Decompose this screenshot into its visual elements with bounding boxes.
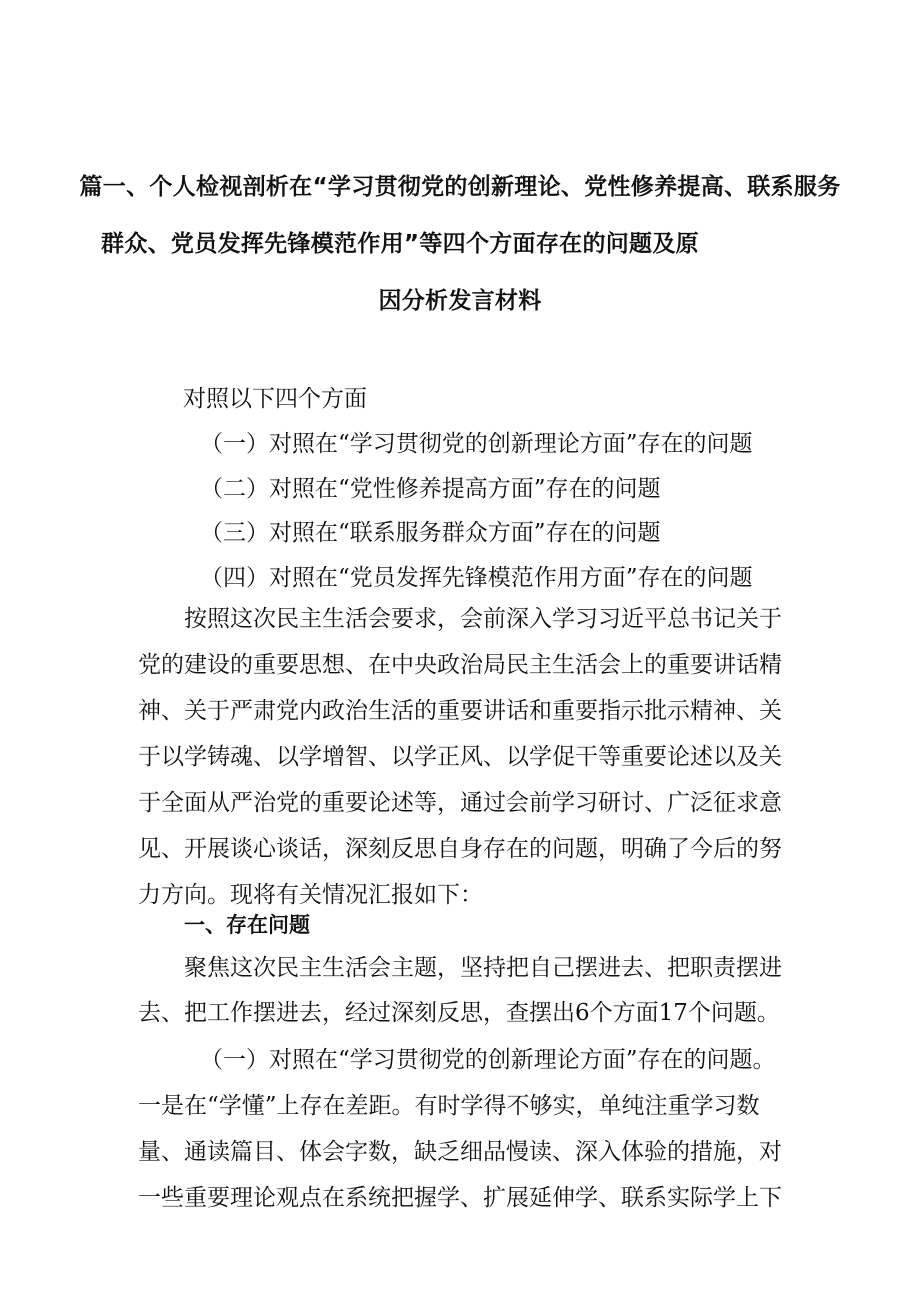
document-title-line-1: 篇一、个人检视剖析在“学习贯彻党的创新理论、党性修养提高、联系服务: [79, 174, 841, 200]
paragraph-1-line: 按照这次民主生活会要求，会前深入学习习近平总书记关于: [184, 606, 782, 632]
aspect-item-1: （一）对照在“学习贯彻党的创新理论方面”存在的问题: [200, 431, 753, 457]
paragraph-1-line: 于全面从严治党的重要论述等，通过会前学习研讨、广泛征求意: [138, 790, 782, 816]
paragraph-1-line: 神、关于严肃党内政治生活的重要讲话和重要指示批示精神、关: [138, 698, 782, 724]
paragraph-2-line: 聚焦这次民主生活会主题，坚持把自己摆进去、把职责摆进: [184, 955, 782, 981]
paragraph-3-line: 量、通读篇目、体会字数，缺乏细品慢读、深入体验的措施，对: [138, 1139, 782, 1165]
document-title-line-3: 因分析发言材料: [378, 288, 542, 314]
section-heading: 一、存在问题: [184, 913, 310, 937]
paragraph-2-line: 去、把工作摆进去，经过深刻反思，查摆出6个方面17个问题。: [138, 1000, 780, 1026]
paragraph-3-line: 一些重要理论观点在系统把握学、扩展延伸学、联系实际学上下: [138, 1185, 782, 1211]
aspect-item-4: （四）对照在“党员发挥先锋模范作用方面”存在的问题: [200, 565, 753, 591]
paragraph-1-line: 党的建设的重要思想、在中央政治局民主生活会上的重要讲话精: [138, 652, 782, 678]
paragraph-1-line: 见、开展谈心谈话，深刻反思自身存在的问题，明确了今后的努: [138, 836, 782, 862]
aspect-item-3: （三）对照在“联系服务群众方面”存在的问题: [200, 520, 661, 546]
paragraph-3-line: 一是在“学懂”上存在差距。有时学得不够实，单纯注重学习数: [138, 1093, 760, 1119]
paragraph-1-line: 于以学铸魂、以学增智、以学正风、以学促干等重要论述以及关: [138, 744, 782, 770]
paragraph-3-line: （一）对照在“学习贯彻党的创新理论方面”存在的问题。: [200, 1047, 776, 1073]
document-title-line-2: 群众、党员发挥先锋模范作用”等四个方面存在的问题及原: [101, 231, 699, 257]
paragraph-1-line: 力方向。现将有关情况汇报如下：: [138, 882, 483, 908]
intro-text: 对照以下四个方面: [183, 386, 367, 412]
aspect-item-2: （二）对照在“党性修养提高方面”存在的问题: [200, 476, 661, 502]
